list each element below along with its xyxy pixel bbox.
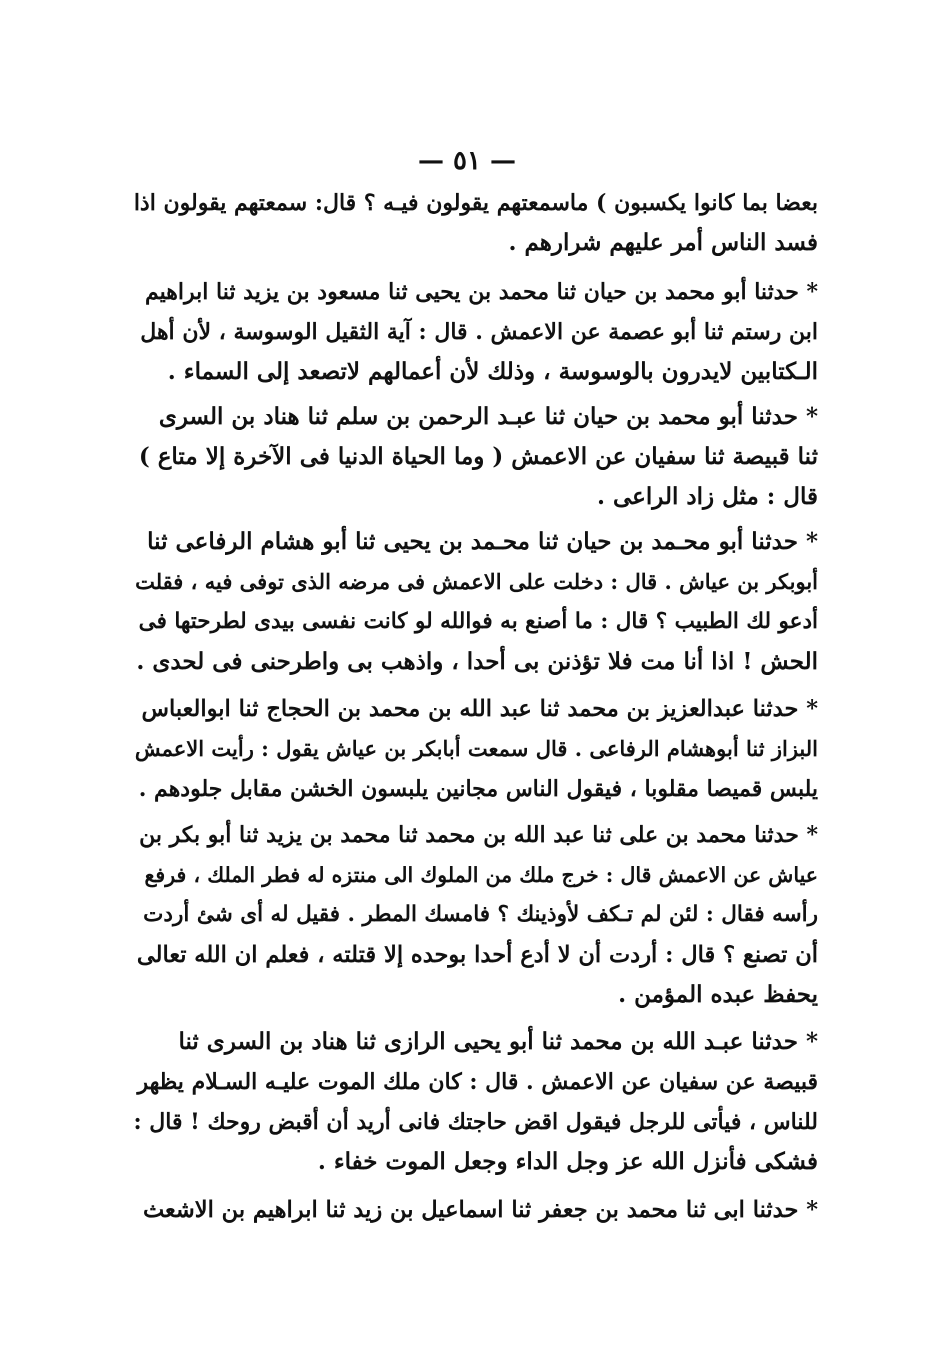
text-line: فشكى فأنزل الله عز وجل الداء وجعل الموت خفاء . xyxy=(317,1148,818,1175)
text-line: للناس ، فيأتى للرجل فيقول اقض حاجتك فانى أريد أن أقبض روحك ! قال : xyxy=(133,1109,818,1135)
text-line: * حدثنا ابى ثنا محمد بن جعفر ثنا اسماعيل بن زيد ثنا ابراهيم بن الاشعث xyxy=(142,1197,818,1223)
text-line: البزاز ثنا أبوهشام الرفاعى . قال سمعت أبابكر بن عياش يقول : رأيت الاعمش xyxy=(134,736,818,761)
text-line: يلبس قميصا مقلوبا ، فيقول الناس مجانين يلبسون الخشن مقابل جلودهم . xyxy=(138,776,818,802)
page-number: — ٥١ — xyxy=(417,146,517,176)
paragraph-6 xyxy=(132,815,818,1015)
text-line: أبوبكر بن عياش . قال : دخلت على الاعمش فى مرضه الذى توفى فيه ، فقلت xyxy=(135,569,818,594)
paragraph-8 xyxy=(132,1190,818,1230)
text-line: أن تصنع ؟ قال : أردت أن لا أدع أحدا بوحده إلا قتلته ، فعلم ان الله تعالى xyxy=(136,942,818,968)
text-line: * حدثنا أبو محـمد بن حيان ثنا محـمد بن يحيى ثنا أبو هشام الرفاعى ثنا xyxy=(147,528,818,555)
text-line: ابن رستم ثنا أبو عصمة عن الاعمش . قال : آية الثقيل الوسوسة ، لأن أهل xyxy=(140,319,818,345)
paragraph-1 xyxy=(132,183,818,263)
paragraph-4 xyxy=(132,522,818,682)
text-line: يحفظ عبده المؤمن . xyxy=(618,981,818,1008)
paragraph-2 xyxy=(132,272,818,392)
paragraph-3 xyxy=(132,397,818,517)
text-line: * حدثنا أبو محمد بن حيان ثنا محمد بن يحيى ثنا مسعود بن يزيد ثنا ابراهيم xyxy=(145,279,818,305)
text-line: فسد الناس أمر عليهم شرارهم . xyxy=(508,229,818,256)
text-line: عياش عن الاعمش قال : خرج ملك من الملوك الى منتزه له فطر الملك ، فرفع xyxy=(144,863,818,887)
paragraph-7 xyxy=(132,1022,818,1182)
text-line: * حدثنا محمد بن على ثنا عبد الله بن محمد ثنا محمد بن يزيد ثنا أبو بكر بن xyxy=(139,822,818,848)
text-line: * حدثنا عبـد الله بن محمد ثنا أبو يحيى الرازى ثنا هناد بن السرى ثنا xyxy=(178,1028,818,1055)
text-line: قال : مثل زاد الراعى . xyxy=(596,483,818,510)
text-line: أدعو لك الطبيب ؟ قال : ما أصنع به فوالله لو كانت نفسى بيدى لطرحتها فى xyxy=(138,609,818,634)
text-line: الحش ! اذا أنا مت فلا تؤذنن بى أحدا ، واذهب بى واطرحنى فى لحدى . xyxy=(136,648,818,675)
paragraph-5 xyxy=(132,689,818,809)
text-line: قبيصة عن سفيان عن الاعمش . قال : كان ملك الموت عليـه السـلام يظهر xyxy=(137,1069,818,1095)
text-line: الـكتابين لايدرون بالوسوسة ، وذلك لأن أعمالهم لاتصعد إلى السماء . xyxy=(167,358,818,385)
text-line: * حدثنا أبو محمد بن حيان ثنا عبـد الرحمن بن سلم ثنا هناد بن السرى xyxy=(158,403,818,430)
text-line: * حدثنا عبدالعزيز بن محمد ثنا عبد الله بن محمد بن الحجاج ثنا ابوالعباس xyxy=(141,696,818,722)
text-line: بعضا بما كانوا يكسبون ) ماسمعتهم يقولون فيـه ؟ قال: سمعتهم يقولون اذا xyxy=(133,190,818,216)
text-line: ثنا قبيصة ثنا سفيان عن الاعمش ( وما الحياة الدنيا فى الآخرة إلا متاع ) xyxy=(138,443,818,470)
text-line: رأسه فقال : لئن لم تـكف لأوذينك ؟ فامسك المطر . فقيل له أى شئ أردت xyxy=(143,902,818,927)
